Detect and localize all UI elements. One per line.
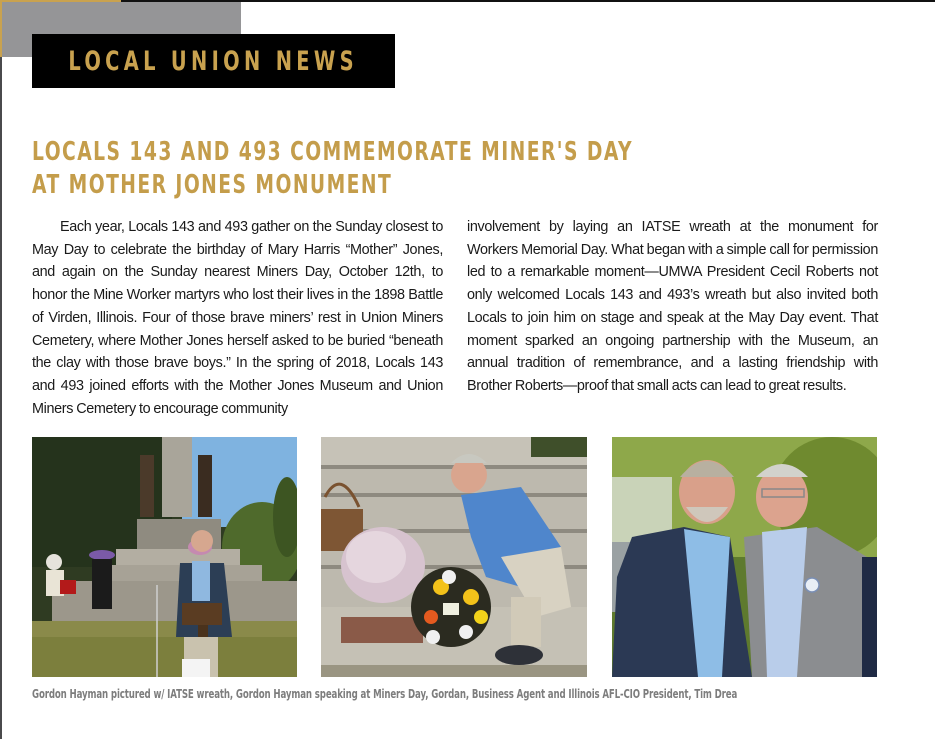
section-title: LOCAL UNION NEWS xyxy=(68,45,359,77)
headline-line-2: AT MOTHER JONES MONUMENT xyxy=(32,170,393,200)
article-column-left xyxy=(32,216,443,420)
article-headline xyxy=(32,136,633,202)
photo-caption: Gordon Hayman pictured w/ IATSE wreath, Gordon Hayman speaking at Miners Day, Gordan, Business Agent and Illinois AFL-CIO President, Tim Drea xyxy=(32,686,738,701)
left-gold-accent xyxy=(0,2,2,57)
body-paragraph-left: Each year, Locals 143 and 493 gather on the Sunday closest to May Day to celebrate the birthday of Mary Harris “Mother” Jones, and again on the Sunday nearest Miners Day, October 12th, to honor the Mine Worker martyrs who lost their lives in the 1898 Battle of Virden, Illinois. Four of those brave miners’ rest in Union Miners Cemetery, where Mother Jones herself asked to be buried “beneath the clay with those brave boys.” In the spring of 2018, Locals 143 and 493 joined efforts with the Mother Jones Museum and Union Miners Cemetery to encourage community xyxy=(32,219,443,417)
photo-with-afl-cio-president xyxy=(612,437,877,677)
headline-line-1: LOCALS 143 AND 493 COMMEMORATE MINER'S DAY xyxy=(32,137,633,167)
section-banner xyxy=(32,34,395,88)
left-border-stripe xyxy=(0,57,2,739)
photo-2-image xyxy=(321,437,587,677)
body-paragraph-right: involvement by laying an IATSE wreath at the monument for Workers Memorial Day. What began with a simple call for permission led to a remarkable moment—UMWA President Cecil Roberts not only welcomed Locals 143 and 493’s wreath but also invited both Locals to join him on stage and speak at the May Day event. That moment sparked an ongoing partnership with the Museum, an annual tradition of remembrance, and a lasting friendship with Brother Roberts—proof that small acts can lead to great results. xyxy=(467,219,878,394)
photo-wreath xyxy=(321,437,587,677)
photo-3-image xyxy=(612,437,877,677)
photo-speaking-at-miners-day xyxy=(32,437,297,677)
photo-1-image xyxy=(32,437,297,677)
article-column-right xyxy=(467,216,878,398)
